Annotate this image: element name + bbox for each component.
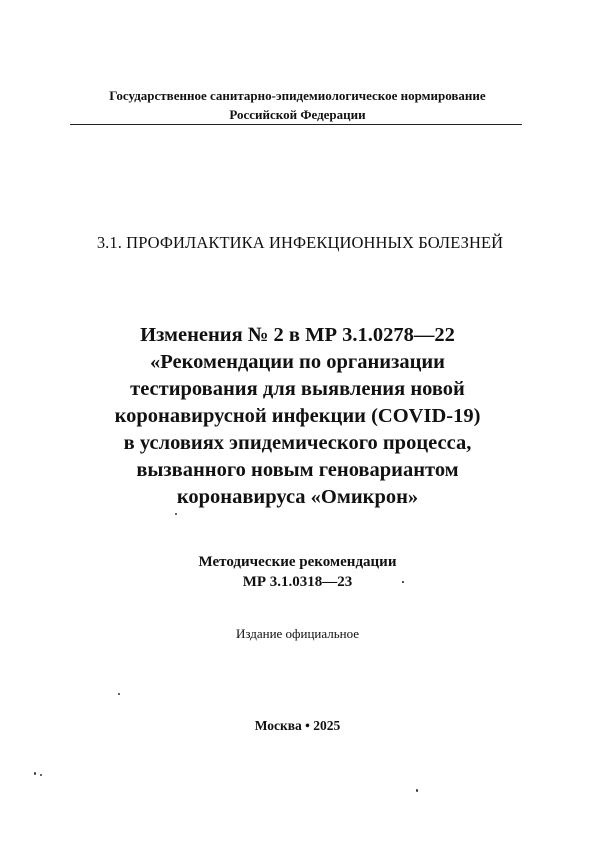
place-and-year: Москва • 2025 <box>254 718 341 733</box>
scan-speck <box>118 693 120 695</box>
scan-speck <box>402 581 404 583</box>
title-line-1: Изменения № 2 в МР 3.1.0278—22 <box>140 324 455 346</box>
scan-speck <box>40 774 42 776</box>
document-type-block <box>90 552 505 592</box>
title-line-5: в условиях эпидемического процесса, <box>123 432 472 454</box>
document-title <box>40 322 555 511</box>
document-type: Методические рекомендации <box>198 554 397 570</box>
document-code: МР 3.1.0318—23 <box>242 574 353 590</box>
issuer-line-1: Государственное санитарно-эпидемиологическое нормирование <box>109 88 486 103</box>
edition-note: Издание официальное <box>235 626 360 641</box>
section-heading: 3.1. ПРОФИЛАКТИКА ИНФЕКЦИОННЫХ БОЛЕЗНЕЙ <box>96 233 504 252</box>
title-line-4: коронавирусной инфекции (COVID-19) <box>114 405 481 427</box>
scan-speck <box>34 772 36 775</box>
title-line-6: вызванного новым геновариантом <box>136 459 459 481</box>
title-line-2: «Рекомендации по организации <box>150 351 445 373</box>
issuer-line-2: Российской Федерации <box>229 107 366 122</box>
title-line-3: тестирования для выявления новой <box>130 378 465 400</box>
scan-speck <box>175 513 177 515</box>
title-line-7: коронавируса «Омикрон» <box>176 486 419 508</box>
scan-speck <box>416 789 418 792</box>
issuer-header <box>70 86 525 124</box>
header-divider <box>70 124 522 125</box>
